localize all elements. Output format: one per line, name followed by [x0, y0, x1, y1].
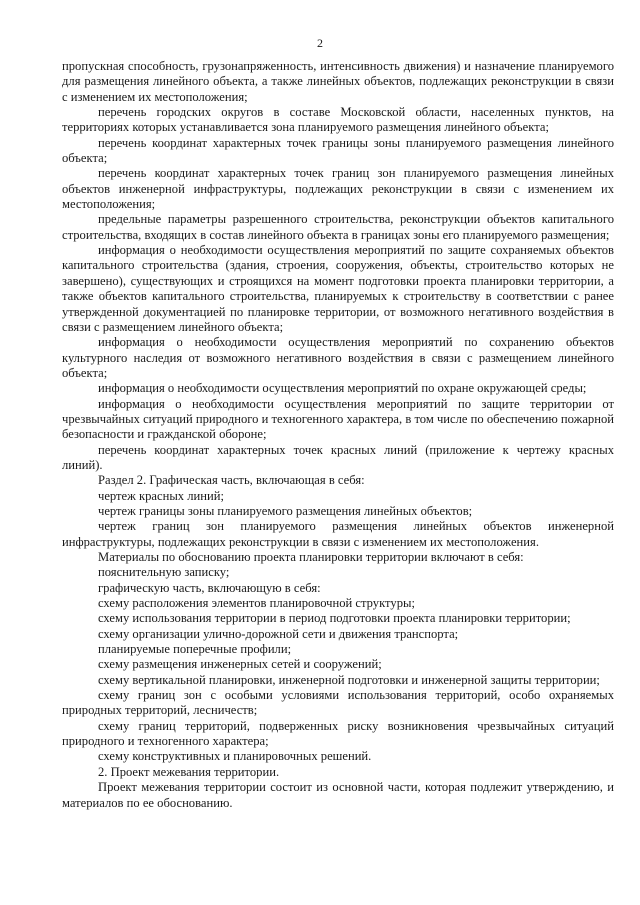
- paragraph: чертеж красных линий;: [98, 488, 224, 503]
- paragraph: схему вертикальной планировки, инженерной подготовки и инженерной защиты территории;: [98, 672, 600, 687]
- paragraph: схему размещения инженерных сетей и сооружений;: [98, 657, 382, 672]
- paragraph: схему границ зон с особыми условиями использования территорий, особо охраняемых природных территорий, лесничеств;: [62, 688, 614, 718]
- paragraph: графическую часть, включающую в себя:: [98, 580, 321, 595]
- paragraph: схему расположения элементов планировочной структуры;: [98, 596, 415, 611]
- document-body: [62, 59, 614, 811]
- paragraph: перечень координат характерных точек границы зоны планируемого размещения линейного объекта;: [62, 135, 614, 166]
- paragraph: чертеж границы зоны планируемого размещения линейных объектов;: [98, 503, 473, 518]
- paragraph: информация о необходимости осуществления мероприятий по защите территории от чрезвычайных ситуаций природного и техногенного характера, в том числе по обеспечению пожарной безопасности и гражданской обороне;: [62, 396, 614, 442]
- paragraph: перечень координат характерных точек красных линий (приложение к чертежу красных линий).: [62, 442, 614, 472]
- paragraph: схему конструктивных и планировочных решений.: [98, 749, 372, 764]
- paragraph: Материалы по обоснованию проекта планировки территории включают в себя:: [98, 550, 524, 564]
- paragraph: Раздел 2. Графическая часть, включающая в себя:: [98, 473, 365, 488]
- paragraph: перечень городских округов в составе Московской области, населенных пунктов, на территориях которых устанавливается зона планируемого размещения линейного объекта;: [62, 105, 614, 135]
- paragraph: информация о необходимости осуществления мероприятий по охране окружающей среды;: [98, 381, 587, 396]
- paragraph: пояснительную записку;: [98, 565, 230, 580]
- paragraph: схему границ территорий, подверженных риску возникновения чрезвычайных ситуаций природного и техногенного характера;: [62, 718, 614, 749]
- paragraph: перечень координат характерных точек границ зон планируемого размещения линейных объектов инженерной инфраструктуры, подлежащих реконструкции в связи с изменением их местоположения;: [62, 166, 614, 212]
- paragraph: 2. Проект межевания территории.: [98, 764, 280, 779]
- paragraph: предельные параметры разрешенного строительства, реконструкции объектов капитального строительства, входящих в состав линейного объекта в границах зоны его планируемого размещения;: [62, 212, 614, 242]
- paragraph: информация о необходимости осуществления мероприятий по защите сохраняемых объектов капитального строительства (здания, строения, сооружения, объекты, строительство которых не завершено), существующих и строящихся на момент подготовки проекта планировки территории, а также объектов капитального строительства, планируемых к строительству в соответствии с ранее утвержденной документацией по планировке территории, от возможного негативного воздействия в связи с размещением линейного объекта;: [62, 243, 614, 334]
- paragraph: информация о необходимости осуществления мероприятий по сохранению объектов культурного наследия от возможного негативного воздействия в связи с размещением линейного объекта;: [62, 335, 614, 380]
- paragraph: планируемые поперечные профили;: [98, 642, 292, 657]
- paragraph: Проект межевания территории состоит из основной части, которая подлежит утверждению, и материалов по ее обоснованию.: [62, 780, 614, 810]
- paragraph: схему использования территории в период подготовки проекта планировки территории;: [98, 611, 571, 626]
- paragraph: пропускная способность, грузонапряженность, интенсивность движения) и назначение планируемого для размещения линейного объекта, а также линейных объектов, подлежащих реконструкции в связи с изменением их местоположения;: [62, 59, 614, 104]
- paragraph: чертеж границ зон планируемого размещения линейных объектов инженерной инфраструктуры, подлежащих реконструкции в связи с изменением их местоположения.: [62, 519, 614, 549]
- paragraph: схему организации улично-дорожной сети и движения транспорта;: [98, 626, 459, 641]
- page-number: 2: [317, 36, 323, 50]
